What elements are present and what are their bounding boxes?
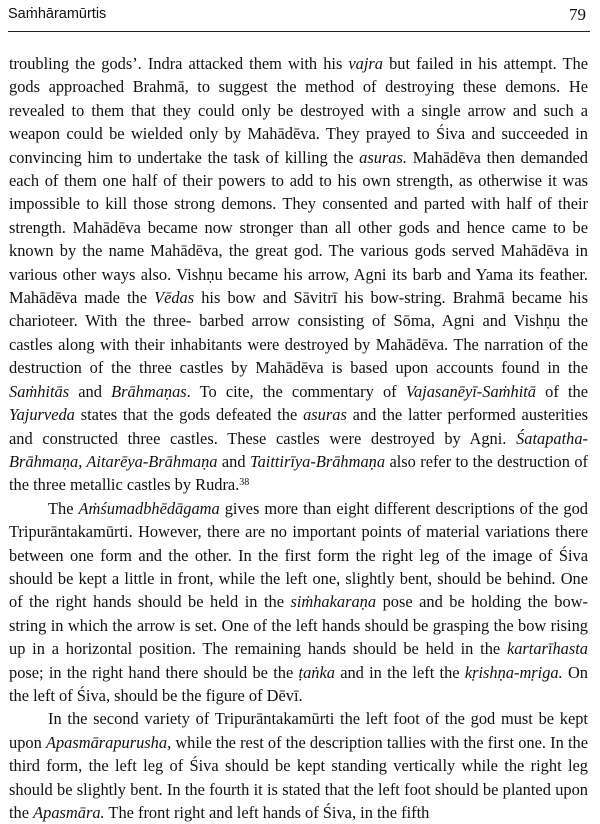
text-run: his bow and Sāvitrī his bow-string. Brahmā became his charioteer. With the three- barbed arrow consisting of Sōma, Agni and Vishṇu the castles along with their inhabitants were destroyed by Mahādēva. The narration of the destruction of the three castles by Mahādēva is based upon accounts found in the [9, 288, 588, 378]
italic-term: asuras. [359, 147, 407, 167]
italic-term: ṭaṅka [298, 662, 335, 682]
italic-term: Vajasanēyī-Saṁhitā [405, 381, 536, 401]
italic-term: asuras [303, 405, 347, 425]
text-run: pose; in the right hand there should be the [9, 662, 299, 682]
text-run: states that the gods defeated the [74, 405, 304, 425]
italic-term: Yajurveda [9, 405, 75, 425]
paragraph [9, 707, 588, 824]
running-head: Saṁhāramūrtis [8, 6, 107, 22]
header-rule [8, 31, 590, 32]
text-run: The front right and left hands of Śiva, in the fifth [104, 803, 430, 822]
italic-term: Aṁśumadbhēdāgama [78, 498, 220, 518]
text-run: pose and be holding the bow-string in which the arrow is set. One of the left hands should be grasping the bow rising up in a horizontal position. The remaining hands should be held in the [9, 592, 588, 659]
text-run: of the [536, 381, 588, 401]
text-run: . To cite, the commentary of [186, 381, 406, 401]
italic-term: Brāhmaṇas [111, 381, 187, 401]
text-run: gives more than eight different descriptions of the god Tripurāntakamūrti. However, there are no important points of material variations there between one form and the other. In the first form the right leg of the image of Śiva should be kept a little in front, while the left one, slightly bent, should be behind. One of the right hands should be held in the [9, 498, 588, 612]
page-number: 79 [569, 5, 586, 24]
text-run: and in the left the [334, 662, 465, 682]
italic-term: Apasmārapurusha, [45, 732, 172, 752]
text-run: and [69, 381, 112, 401]
text-run: and [217, 451, 250, 471]
text-run: On the left of Śiva, should be the figure of Dēvī. [9, 662, 588, 705]
italic-term: Saṁhitās [9, 381, 70, 401]
text-run: troubling the gods’. Indra attacked them with his [9, 54, 349, 73]
text-run: In the second variety of Tripurāntakamūrti the left foot of the god must be kept upon [9, 709, 588, 752]
italic-term: kartarīhasta [506, 639, 588, 659]
paragraph [9, 52, 588, 497]
italic-term: vajra [348, 54, 384, 73]
text-run: The [48, 498, 79, 518]
text-run: while the rest of the description tallies with the first one. In the third form, the left leg of Śiva should be kept standing vertically while the right leg should be slightly bent. In the fourth it is stated that the left foot should be planted upon the [9, 732, 588, 822]
text-run: Mahādēva then demanded each of them one half of their powers to add to his own strength, as otherwise it was impossible to kill those strong demons. They consented and parted with half of their strength. Mahādēva became now stronger than all other gods and hence came to be known by the name Mahādēva, the great god. The various gods served Mahādēva in various other ways also. Vishṇu became his arrow, Agni its barb and Yama its feather. Mahādēva made the [9, 147, 588, 308]
italic-term: kṛishṇa-mṛiga. [464, 662, 563, 682]
text-run: and the latter performed austerities and constructed three castles. These castles were destroyed by Agni. [9, 405, 588, 448]
italic-term: siṁhakaraṇa [290, 592, 377, 612]
italic-term: Taittirīya-Brāhmaṇa [249, 451, 386, 471]
page-body [9, 52, 588, 824]
page-header [8, 6, 586, 28]
italic-term: Vēdas [154, 288, 195, 308]
text-run: but failed in his attempt. The gods approached Brahmā, to suggest the method of destroying these demons. He revealed to them that they could only be destroyed with a single arrow and such a weapon could be wielded only by Mahādēva. They prayed to Śiva and succeeded in convincing him to undertake the task of killing the [9, 54, 588, 167]
italic-term: Apasmāra. [33, 803, 105, 822]
paragraph [9, 497, 588, 708]
italic-term: Śatapatha-Brāhmaṇa, Aitarēya-Brāhmaṇa [9, 428, 588, 471]
footnote-ref: 38 [239, 477, 250, 489]
text-run: also refer to the destruction of the three metallic castles by Rudra. [9, 451, 588, 495]
